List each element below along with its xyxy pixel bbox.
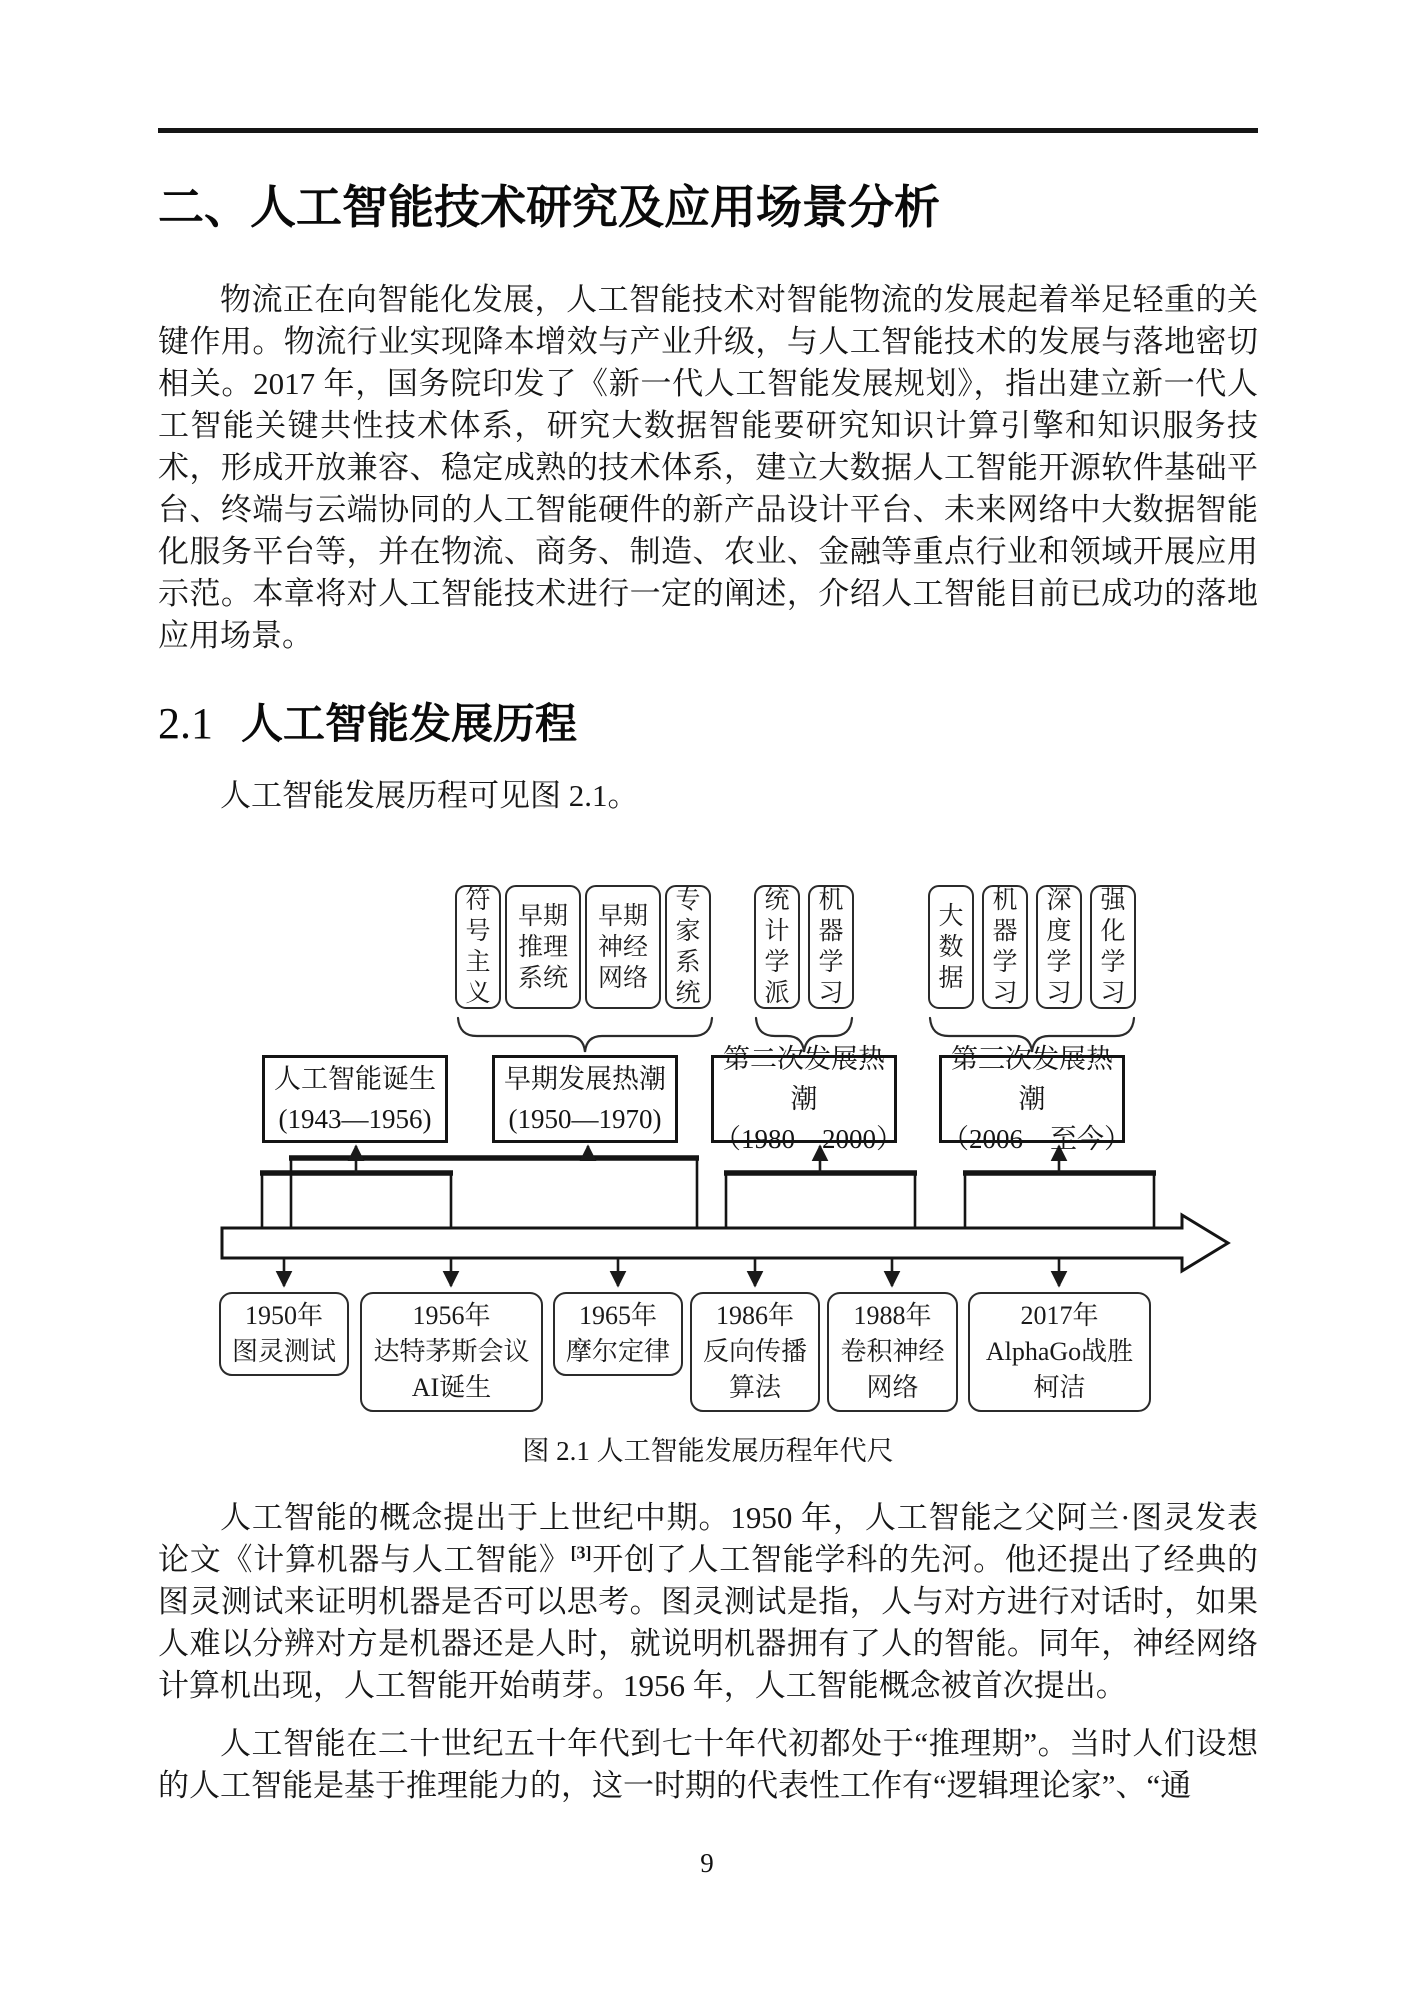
event-box-1950-turing-test: 1950年 图灵测试 <box>219 1292 349 1376</box>
concept-box-statistics-school: 统计学派 <box>754 885 800 1009</box>
brace-group-1 <box>458 1018 712 1052</box>
body-paragraph-3: 人工智能在二十世纪五十年代到七十年代初都处于“推理期”。当时人们设想的人工智能是基于推理能力的，这一时期的代表性工作有“逻辑理论家”、“通 <box>158 1726 1258 1803</box>
section-number: 2.1 <box>158 699 213 748</box>
paragraph-2-text-cont: 开创了人工智能学科的先河。他还提出了经典的图灵测试来证明机器是否可以思考。图灵测试是指，人与对方进行对话时，如果人难以分辨对方是机器还是人时，就说明机器拥有了人的智能。同年，神经网络计算机出现，人工智能开始萌芽。1956 年，人工智能概念被首次提出。 <box>158 1542 1259 1703</box>
paragraph-2-text: 人工智能的概念提出于上世纪中期。1950 年，人工智能之父阿兰·图灵发表论文《计算机器与人工智能》 <box>158 1500 1258 1577</box>
period-bracket-2006-now <box>965 1173 1154 1232</box>
concept-box-reinforcement-learning: 强化学习 <box>1090 885 1136 1009</box>
body-paragraph-1: 物流正在向智能化发展，人工智能技术对智能物流的发展起着举足轻重的关键作用。物流行业实现降本增效与产业升级，与人工智能技术的发展与落地密切相关。2017 年，国务院印发了《新一代人工智能发展规划》，指出建立新一代人工智能关键共性技术体系，研究大数据智能要研究知识计算引擎和知识服务技术，形成开放兼容、稳定成熟的技术体系，建立大数据人工智能开源软件基础平台、终端与云端协同的人工智能硬件的新产品设计平台、未来网络中大数据智能化服务平台等，并在物流、商务、制造、农业、金融等重点行业和领域开展应用示范。本章将对人工智能技术进行一定的阐述，介绍人工智能目前已成功的落地应用场景。 <box>158 282 1258 653</box>
concept-box-early-neural-net: 早期神经网络 <box>585 885 661 1009</box>
period-bracket-1950-1970 <box>291 1158 697 1232</box>
concept-box-machine-learning: 机器学习 <box>808 885 854 1009</box>
event-box-2017-alphago: 2017年 AlphaGo战胜 柯洁 <box>968 1292 1151 1412</box>
section-title: 人工智能发展历程 <box>241 700 578 747</box>
event-box-1988-cnn: 1988年 卷积神经 网络 <box>827 1292 958 1412</box>
concept-box-early-reasoning: 早期推理系统 <box>505 885 581 1009</box>
period-box-second-boom: 第二次发展热潮 （1980—2000） <box>711 1055 897 1143</box>
event-box-1965-moores-law: 1965年 摩尔定律 <box>553 1292 683 1376</box>
header-rule <box>158 128 1258 133</box>
figure-caption: 图 2.1 人工智能发展历程年代尺 <box>522 1436 894 1466</box>
concept-box-expert-system: 专家系统 <box>665 885 711 1009</box>
period-box-ai-birth: 人工智能诞生 (1943—1956) <box>262 1055 448 1143</box>
event-box-1956-dartmouth: 1956年 达特茅斯会议 AI诞生 <box>360 1292 543 1412</box>
event-box-1986-backprop: 1986年 反向传播 算法 <box>690 1292 820 1412</box>
concept-box-symbolism: 符号主义 <box>455 885 501 1009</box>
period-box-early-boom: 早期发展热潮 (1950—1970) <box>492 1055 678 1143</box>
figure-timeline <box>158 855 1258 1415</box>
body-paragraph-2 <box>158 1497 1258 1707</box>
concept-box-deep-learning: 深度学习 <box>1036 885 1082 1009</box>
period-box-third-boom: 第三次发展热潮 （2006—至今） <box>939 1055 1125 1143</box>
section-heading <box>158 697 1258 751</box>
period-bracket-1980-2000 <box>726 1173 915 1232</box>
chapter-heading: 二、人工智能技术研究及应用场景分析 <box>158 181 940 233</box>
concept-box-machine-learning-2: 机器学习 <box>982 885 1028 1009</box>
figure-intro-text: 人工智能发展历程可见图 2.1。 <box>220 778 639 813</box>
citation-ref-3: [3] <box>570 1542 592 1563</box>
page-number: 9 <box>700 1848 714 1878</box>
page-content <box>158 0 1258 1807</box>
concept-box-big-data: 大数据 <box>928 885 974 1009</box>
